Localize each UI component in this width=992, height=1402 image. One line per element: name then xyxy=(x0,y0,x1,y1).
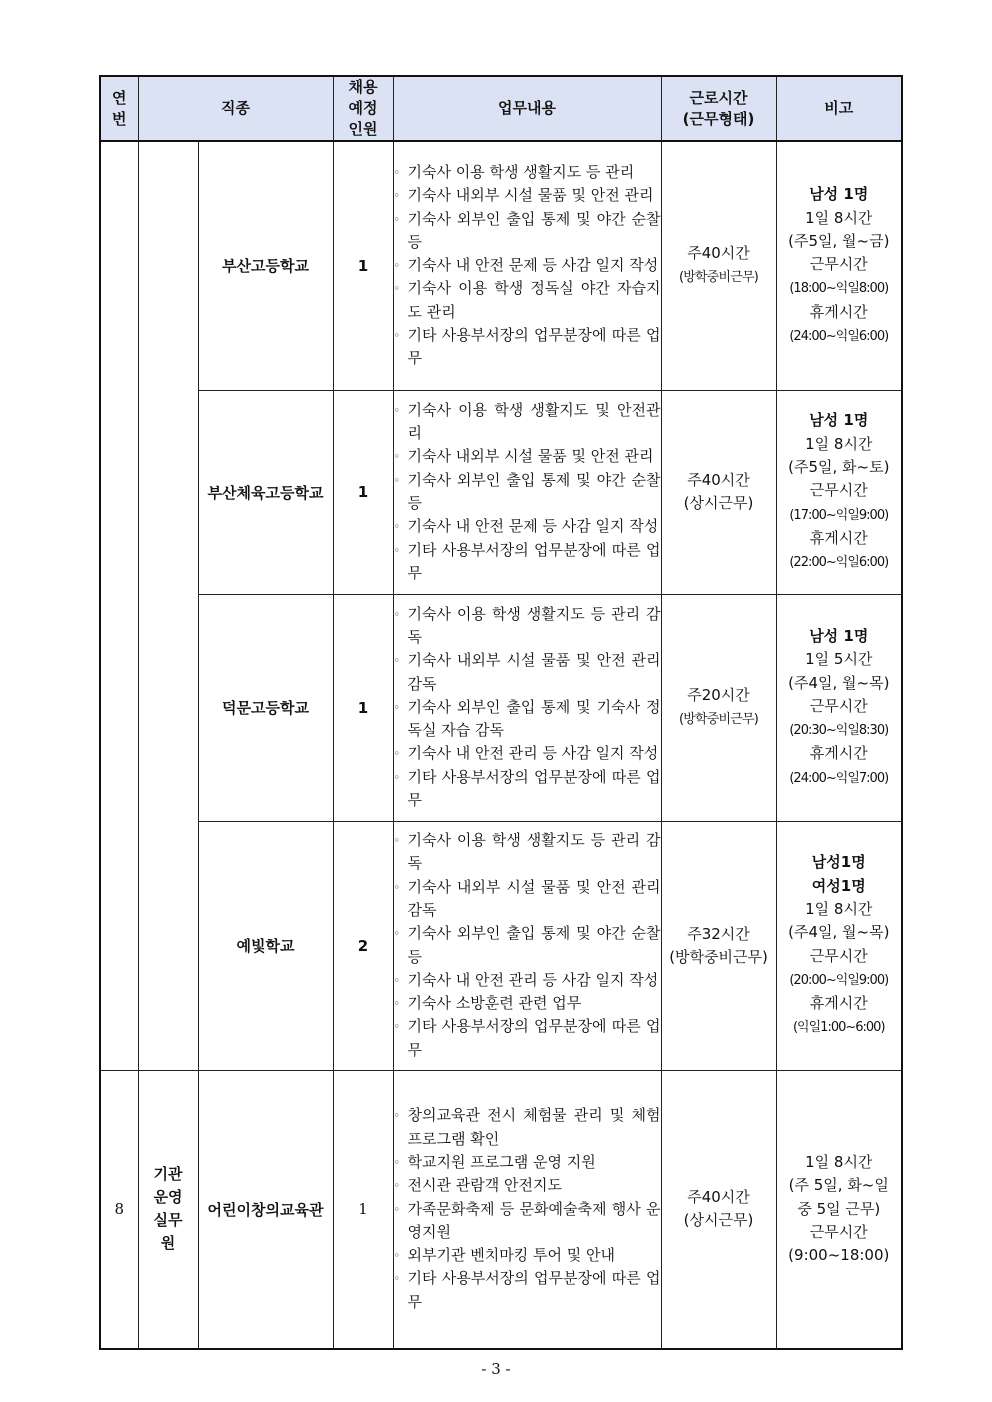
table-row xyxy=(100,821,902,1070)
bullet-mark: ◦ xyxy=(393,282,401,296)
header-row xyxy=(100,76,902,141)
duty-item: ◦ 기숙사 이용 학생 생활지도 등 관리 xyxy=(394,161,661,184)
bullet-mark: ◦ xyxy=(393,747,401,761)
planned-count: 2 xyxy=(333,821,393,1070)
duties-cell xyxy=(393,390,661,594)
duty-item: ◦ 기숙사 내외부 시설 물품 및 안전 관리 xyxy=(394,445,661,468)
duties-list xyxy=(394,603,661,813)
hours-cell: 주20시간 (방학중비근무) xyxy=(661,594,776,821)
duty-item: ◦ 기숙사 소방훈련 관련 업무 xyxy=(394,992,661,1015)
bullet-mark: ◦ xyxy=(393,880,401,894)
school-name: 부산체육고등학교 xyxy=(198,390,333,594)
bullet-mark: ◦ xyxy=(393,1109,401,1123)
bullet-mark: ◦ xyxy=(393,1202,401,1216)
bullet-mark: ◦ xyxy=(393,259,401,273)
school-name: 예빛학교 xyxy=(198,821,333,1070)
duty-item: ◦ 학교지원 프로그램 운영 지원 xyxy=(394,1151,661,1174)
school-name: 어린이창의교육관 xyxy=(198,1070,333,1349)
planned-count: 1 xyxy=(333,390,393,594)
table-row xyxy=(100,390,902,594)
bullet-mark: ◦ xyxy=(393,654,401,668)
bullet-mark: ◦ xyxy=(393,543,401,557)
bullet-mark: ◦ xyxy=(393,189,401,203)
school-name: 덕문고등학교 xyxy=(198,594,333,821)
seq-number: 8 xyxy=(100,1070,138,1349)
duties-cell xyxy=(393,821,661,1070)
duty-item: ◦ 기타 사용부서장의 업무분장에 따른 업무 xyxy=(393,1269,661,1311)
page-number: - 3 - xyxy=(481,1360,511,1378)
hours-cell: 주40시간 (방학중비근무) xyxy=(661,141,776,390)
duty-item: ◦ 가족문화축제 등 문화예술축제 행사 운영지원 xyxy=(393,1199,661,1241)
planned-count: 1 xyxy=(333,594,393,821)
duties-cell xyxy=(393,594,661,821)
table-row xyxy=(100,1070,902,1349)
bullet-mark: ◦ xyxy=(393,927,401,941)
duty-item: ◦ 기타 사용부서장의 업무분장에 따른 업무 xyxy=(393,1017,661,1059)
duty-item: ◦ 기숙사 내외부 시설 물품 및 안전 관리 감독 xyxy=(393,651,661,693)
duties-cell xyxy=(393,141,661,390)
bullet-mark: ◦ xyxy=(393,607,401,621)
duty-item: ◦ 기숙사 이용 학생 생활지도 및 안전관리 xyxy=(393,400,661,443)
duty-item: ◦ 외부기관 벤치마킹 투어 및 안내 xyxy=(394,1244,661,1267)
duty-item: ◦ 기타 사용부서장의 업무분장에 따른 업무 xyxy=(393,325,661,368)
header-note: 비고 xyxy=(776,76,902,141)
bullet-mark: ◦ xyxy=(393,1020,401,1034)
duty-item: ◦ 기숙사 내 안전 문제 등 사감 일지 작성 xyxy=(394,515,661,538)
duty-item: ◦ 기숙사 내외부 시설 물품 및 안전 관리 감독 xyxy=(393,877,661,919)
school-name: 부산고등학교 xyxy=(198,141,333,390)
recruitment-table xyxy=(99,75,903,1350)
bullet-mark: ◦ xyxy=(393,770,401,784)
duties-list xyxy=(394,161,661,371)
seq-cell-empty xyxy=(100,141,138,1070)
bullet-mark: ◦ xyxy=(393,450,401,464)
header-duties: 업무내용 xyxy=(393,76,661,141)
duties-list xyxy=(394,399,661,585)
hours-cell: 주40시간 (상시근무) xyxy=(661,390,776,594)
bullet-mark: ◦ xyxy=(393,1272,401,1286)
hours-cell: 주32시간 (방학중비근무) xyxy=(661,821,776,1070)
duty-item: ◦ 기숙사 이용 학생 생활지도 등 관리 감독 xyxy=(393,831,661,873)
note-cell: 남성 1명 1일 5시간 (주4일, 월~목) 근무시간 (20:30~익일8:30) 휴게시간 (24:00~익일7:00) xyxy=(776,594,902,821)
duty-item: ◦ 기숙사 이용 학생 정독실 야간 자습지도 관리 xyxy=(393,279,661,321)
table-row xyxy=(100,141,902,390)
job-category: 기관 운영 실무 원 xyxy=(138,1070,198,1349)
bullet-mark: ◦ xyxy=(393,403,401,417)
duties-list xyxy=(394,1104,661,1314)
duty-item: ◦ 기숙사 외부인 출입 통제 및 기숙사 정독실 자습 감독 xyxy=(393,697,661,740)
hours-cell: 주40시간 (상시근무) xyxy=(661,1070,776,1349)
duty-item: ◦ 기숙사 이용 학생 생활지도 등 관리 감독 xyxy=(393,604,661,646)
bullet-mark: ◦ xyxy=(393,212,401,226)
bullet-mark: ◦ xyxy=(393,834,401,848)
note-cell: 1일 8시간 (주 5일, 화~일 중 5일 근무) 근무시간 (9:00~18:00) xyxy=(776,1070,902,1349)
bullet-mark: ◦ xyxy=(393,973,401,987)
header-planned: 채용 예정 인원 xyxy=(333,76,393,141)
bullet-mark: ◦ xyxy=(393,473,401,487)
duty-item: ◦ 기숙사 외부인 출입 통제 및 야간 순찰 등 xyxy=(393,209,661,251)
bullet-mark: ◦ xyxy=(393,520,401,534)
bullet-mark: ◦ xyxy=(393,1179,401,1193)
header-hours: 근로시간 (근무형태) xyxy=(661,76,776,141)
category-cell-empty xyxy=(138,141,198,1070)
planned-count: 1 xyxy=(333,1070,393,1349)
bullet-mark: ◦ xyxy=(393,328,401,342)
bullet-mark: ◦ xyxy=(393,700,401,714)
duty-item: ◦ 기숙사 내 안전 관리 등 사감 일지 작성 xyxy=(394,969,661,992)
bullet-mark: ◦ xyxy=(393,165,401,179)
duty-item: ◦ 기숙사 외부인 출입 통제 및 야간 순찰 등 xyxy=(393,924,661,966)
duty-item: ◦ 창의교육관 전시 체험물 관리 및 체험프로그램 확인 xyxy=(393,1106,661,1148)
planned-count: 1 xyxy=(333,141,393,390)
duty-item: ◦ 기숙사 내 안전 관리 등 사감 일지 작성 xyxy=(394,742,661,765)
duties-list xyxy=(394,829,661,1062)
duties-cell xyxy=(393,1070,661,1349)
duty-item: ◦ 기숙사 내 안전 문제 등 사감 일지 작성 xyxy=(394,254,661,277)
duty-item: ◦ 기숙사 내외부 시설 물품 및 안전 관리 xyxy=(394,184,661,207)
duty-item: ◦ 기타 사용부서장의 업무분장에 따른 업무 xyxy=(393,540,661,582)
bullet-mark: ◦ xyxy=(393,1156,401,1169)
note-cell: 남성1명 여성1명 1일 8시간 (주4일, 월~목) 근무시간 (20:00~익일9:00) 휴게시간 (익일1:00~6:00) xyxy=(776,821,902,1070)
duty-item: ◦ 전시관 관람객 안전지도 xyxy=(394,1174,661,1197)
header-job: 직종 xyxy=(138,76,333,141)
duty-item: ◦ 기타 사용부서장의 업무분장에 따른 업무 xyxy=(393,767,661,810)
table-row xyxy=(100,594,902,821)
note-cell: 남성 1명 1일 8시간 (주5일, 화~토) 근무시간 (17:00~익일9:00) 휴게시간 (22:00~익일6:00) xyxy=(776,390,902,594)
duty-item: ◦ 기숙사 외부인 출입 통제 및 야간 순찰 등 xyxy=(393,470,661,512)
header-seq: 연 번 xyxy=(100,76,138,141)
note-cell: 남성 1명 1일 8시간 (주5일, 월~금) 근무시간 (18:00~익일8:00) 휴게시간 (24:00~익일6:00) xyxy=(776,141,902,390)
bullet-mark: ◦ xyxy=(393,1249,401,1263)
bullet-mark: ◦ xyxy=(393,997,401,1011)
